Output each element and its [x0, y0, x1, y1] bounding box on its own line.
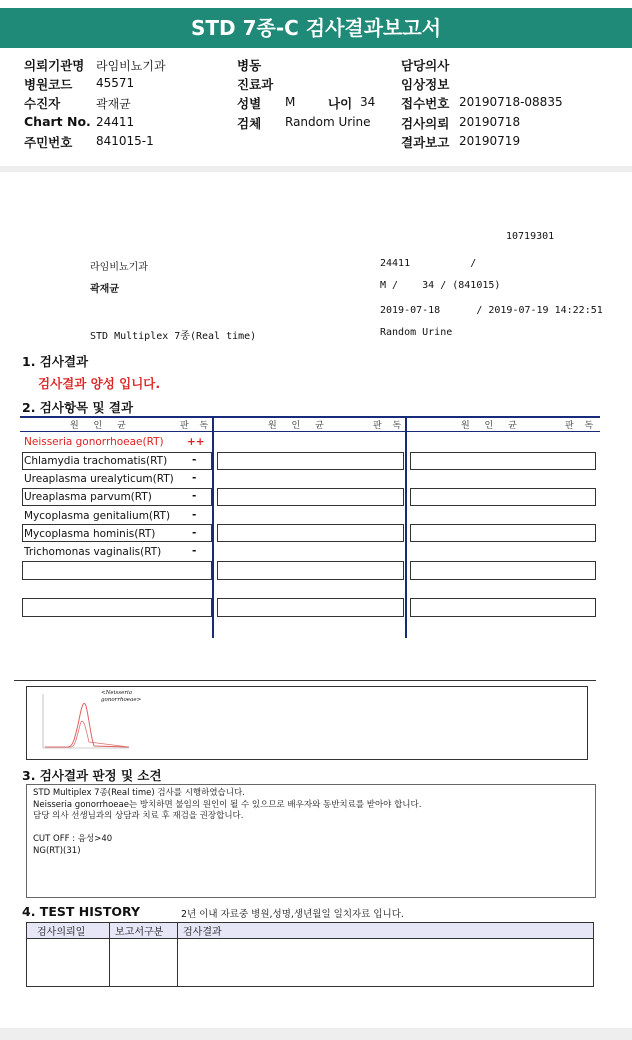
col-judgement-header: 판 독 — [565, 421, 598, 431]
sex-value: M — [285, 95, 296, 109]
row-box — [410, 561, 596, 580]
chart-value: 24411 — [96, 115, 135, 129]
opinion-line: NG(RT)(31) — [33, 845, 81, 856]
doctor-label: 담당의사 — [401, 58, 450, 73]
header-divider — [0, 166, 632, 172]
table-header-rule — [20, 431, 600, 432]
opinion-line: Neisseria gonorrhoeae는 방치하면 불임의 원인이 될 수 있으므로 배우자와 동반치료를 받아야 합니다. — [33, 799, 422, 810]
row-box — [217, 598, 404, 617]
section1-heading: 1. 검사결과 — [22, 354, 89, 369]
section3-heading: 3. 검사결과 판정 및 소견 — [22, 768, 162, 783]
rrn-value: 841015-1 — [96, 134, 154, 148]
receipt-value: 20190718-08835 — [459, 95, 563, 109]
pathogen-result: - — [192, 527, 197, 539]
sex-label: 성별 — [237, 96, 262, 111]
receipt-label: 접수번호 — [401, 96, 450, 111]
pathogen-name: Mycoplasma hominis(RT) — [24, 528, 156, 540]
col-pathogen-header: 원 인 균 — [268, 421, 330, 431]
ward-label: 병동 — [237, 58, 262, 73]
institution-label: 의뢰기관명 — [24, 58, 85, 73]
specimen-value: Random Urine — [285, 115, 371, 129]
age-value: 34 — [360, 95, 376, 109]
detail-dates: 2019-07-18 / 2019-07-19 14:22:51 — [380, 305, 603, 316]
opinion-line: 담당 의사 선생님과의 상담과 치료 후 재검을 권장합니다. — [33, 811, 244, 821]
test-history-table — [26, 922, 594, 987]
col-pathogen-header: 원 인 균 — [70, 421, 132, 431]
chart-label: Chart No. — [24, 114, 91, 129]
column-divider-1 — [212, 416, 214, 638]
pathogen-result: - — [192, 454, 197, 466]
opinion-line: CUT OFF : 음성>40 — [33, 834, 113, 844]
section4-heading: 4. TEST HISTORY — [22, 904, 141, 919]
report-label: 결과보고 — [401, 135, 450, 150]
patient-label: 수진자 — [24, 96, 61, 111]
institution-value: 라임비뇨기과 — [96, 59, 166, 73]
detail-chart: 24411 / — [380, 258, 477, 269]
pathogen-result: - — [192, 490, 197, 502]
detail-institution: 라임비뇨기과 — [90, 262, 148, 273]
col-pathogen-header: 원 인 균 — [461, 421, 523, 431]
history-cell — [110, 939, 178, 987]
pathogen-name: Neisseria gonorrhoeae(RT) — [24, 436, 164, 448]
hospital-code-value: 45571 — [96, 76, 135, 90]
report-title: STD 7종-C 검사결과보고서 — [0, 8, 632, 48]
pathogen-result: - — [192, 545, 197, 557]
overall-result: 검사결과 양성 입니다. — [38, 376, 161, 391]
detail-test-name: STD Multiplex 7종(Real time) — [90, 331, 257, 342]
opinion-box — [26, 784, 596, 898]
pcr-graph-panel — [26, 686, 588, 760]
hospital-code-label: 병원코드 — [24, 77, 73, 92]
row-box — [217, 561, 404, 580]
section2-heading: 2. 검사항목 및 결과 — [22, 400, 134, 415]
clinical-label: 임상정보 — [401, 77, 450, 92]
detail-specimen: Random Urine — [380, 327, 453, 338]
detail-sex-age: M / 34 / (841015) — [380, 280, 501, 291]
row-box — [22, 598, 212, 617]
row-box — [410, 524, 596, 542]
patient-value: 곽재균 — [96, 97, 131, 111]
pathogen-result: - — [192, 472, 197, 484]
report-header — [0, 48, 632, 166]
pathogen-result: - — [192, 509, 197, 521]
history-col-report-type: 보고서구분 — [110, 923, 178, 939]
row-box — [217, 452, 404, 470]
specimen-label: 검체 — [237, 116, 262, 131]
col-judgement-header: 판 독 — [373, 421, 406, 431]
row-box — [217, 488, 404, 506]
pathogen-name: Ureaplasma urealyticum(RT) — [24, 473, 174, 485]
column-divider-2 — [405, 416, 407, 638]
history-col-result: 검사결과 — [178, 923, 594, 939]
rrn-label: 주민번호 — [24, 135, 73, 150]
pathogen-name: Trichomonas vaginalis(RT) — [24, 546, 162, 558]
graph-legend: <Neisseria gonorrhoeae> — [101, 690, 142, 703]
dept-label: 진료과 — [237, 77, 274, 92]
history-cell — [178, 939, 594, 987]
request-label: 검사의뢰 — [401, 116, 450, 131]
footer-band — [0, 1028, 632, 1040]
history-cell — [27, 939, 110, 987]
report-value: 20190719 — [459, 134, 521, 148]
row-box — [22, 561, 212, 580]
opinion-line: STD Multiplex 7종(Real time) 검사를 시행하였습니다. — [33, 788, 245, 798]
row-box — [410, 452, 596, 470]
doc-number: 10719301 — [506, 231, 555, 242]
col-judgement-header: 판 독 — [180, 421, 213, 431]
graph-top-rule — [14, 680, 596, 681]
pathogen-name: Mycoplasma genitalium(RT) — [24, 510, 171, 522]
age-label: 나이 — [328, 96, 353, 111]
history-col-request-date: 검사의뢰일 — [27, 923, 110, 939]
row-box — [217, 524, 404, 542]
row-box — [410, 488, 596, 506]
pathogen-name: Ureaplasma parvum(RT) — [24, 491, 152, 503]
detail-patient: 곽재균 — [90, 284, 119, 295]
pathogen-name: Chlamydia trachomatis(RT) — [24, 455, 168, 467]
history-note: 2년 이내 자료중 병원,성명,생년월일 일치자료 입니다. — [181, 909, 404, 920]
request-value: 20190718 — [459, 115, 521, 129]
opinion-line — [33, 823, 589, 835]
row-box — [410, 598, 596, 617]
pathogen-result: ++ — [187, 436, 205, 448]
